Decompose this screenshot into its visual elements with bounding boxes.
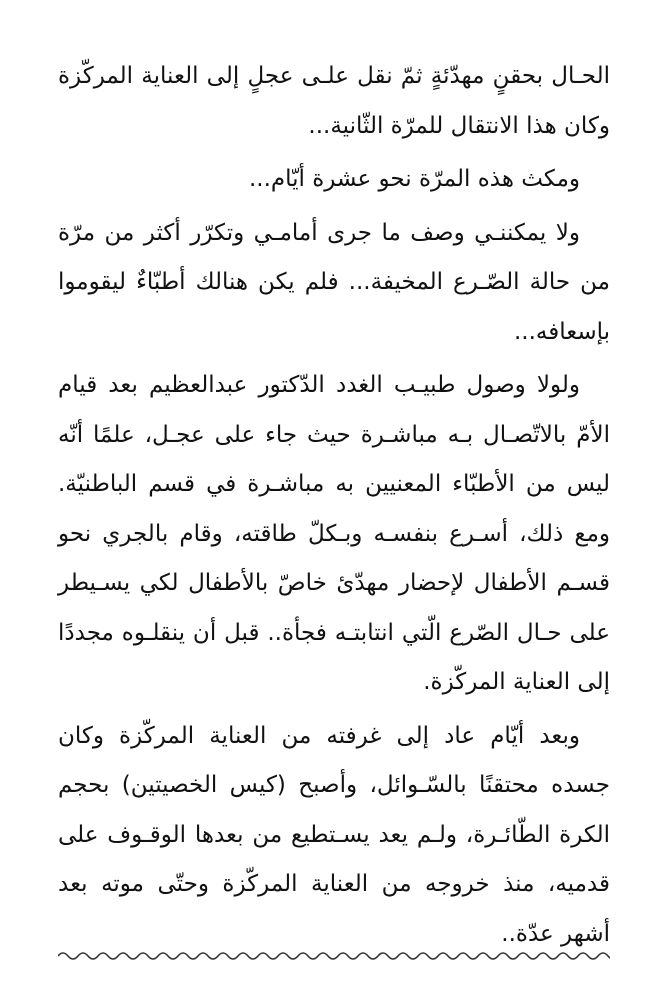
paragraph: ولا يمكننـي وصف ما جرى أمامـي وتكرّر أكثر من مرّة من حالة الصّـرع المخيفة... فلم يكن هنالك أطبّاءٌ ليقوموا بإسعافه... — [58, 219, 610, 345]
paragraph: ولولا وصول طبيـب الغدد الدّكتور عبدالعظيم بعد قيام الأمّ بالاتّصـال بـه مباشـرة حيث جاء على عجـل، علمًا أنّه ليس من الأطبّاء المعنيين به مباشـرة في قسم الباطنيّة. ومع ذلك، أسـرع بنفسـه وبـكلّ طاقته، وقام بالجري نحو قسـم الأطفال لإحضار مهدّئ خاصّ بالأطفال لكي يسـيطر على حـال الصّرع الّتي انتابتـه فجأة.. قبل أن ينقلـوه مجددًا إلى العناية المركّزة. — [58, 372, 610, 695]
wavy-divider — [58, 948, 610, 964]
paragraph: ومكث هذه المرّة نحو عشرة أيّام... — [248, 166, 580, 192]
wavy-divider-line — [58, 953, 610, 959]
paragraph: الحـال بحقنٍ مهدّئةٍ ثمّ نقل علـى عجلٍ إلى العناية المركّزة وكان هذا الانتقال للمرّة الثّانية... — [58, 63, 610, 139]
document-page — [58, 52, 610, 963]
paragraph: وبعد أيّام عاد إلى غرفته من العناية المركّزة وكان جسده محتقنًا بالسّـوائل، وأصبح (كيس الخصيتين) بحجم الكرة الطّائـرة، ولـم يعد يسـتطيع من بعدها الوقـوف على قدميه، منذ خروجه من العناية المركّزة وحتّى موته بعد أشهر عدّة.. — [58, 722, 610, 947]
